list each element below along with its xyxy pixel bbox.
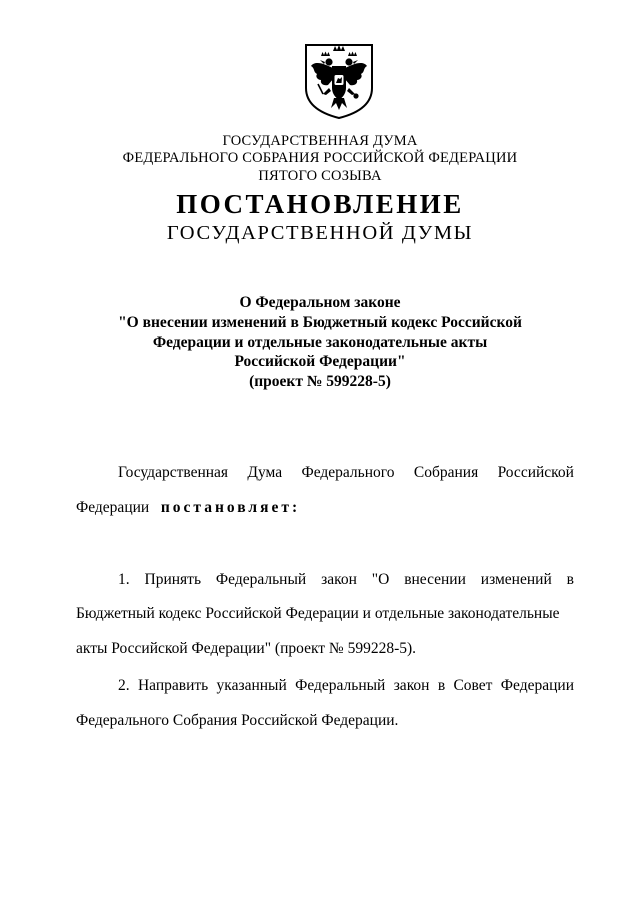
preamble-word: Собрания bbox=[413, 464, 479, 481]
item-word: изменений bbox=[480, 571, 552, 588]
preamble-word: Дума bbox=[247, 464, 283, 481]
coat-of-arms-icon bbox=[303, 42, 375, 120]
item-word: "О bbox=[371, 571, 390, 588]
convocation: ПЯТОГО СОЗЫВА bbox=[258, 168, 382, 184]
item-2-line-2: Федерального Собрания Российской Федерации. bbox=[76, 712, 399, 729]
item-word: в bbox=[566, 571, 574, 588]
bill-number: (проект № 599228-5) bbox=[249, 373, 391, 390]
subject-line-4: Российской Федерации" bbox=[234, 353, 406, 370]
item-word: 2. bbox=[118, 677, 130, 694]
item-word: указанный bbox=[216, 677, 287, 694]
item-1-line-3: акты Российской Федерации" (проект № 599228-5). bbox=[76, 640, 417, 657]
item-word: Федеральный bbox=[215, 571, 307, 588]
preamble-line-1 bbox=[118, 464, 574, 482]
preamble-word: Федерального bbox=[301, 464, 395, 481]
preamble-text: Федерации bbox=[76, 499, 150, 516]
item-word: Принять bbox=[144, 571, 202, 588]
subject-line-2: "О внесении изменений в Бюджетный кодекс Российской bbox=[118, 314, 522, 331]
item-word: 1. bbox=[118, 571, 130, 588]
parliament-name: ГОСУДАРСТВЕННАЯ ДУМА bbox=[222, 133, 418, 149]
item-word: закон bbox=[393, 677, 430, 694]
subject-line-3: Федерации и отдельные законодательные акты bbox=[152, 334, 488, 351]
item-word: закон bbox=[321, 571, 357, 588]
item-word: Направить bbox=[137, 677, 209, 694]
item-word: Федеральный bbox=[295, 677, 386, 694]
document-subtitle: ГОСУДАРСТВЕННОЙ ДУМЫ bbox=[166, 222, 474, 244]
document-title: ПОСТАНОВЛЕНИЕ bbox=[176, 189, 464, 219]
item-word: Федерации bbox=[500, 677, 574, 694]
preamble-line-2 bbox=[76, 499, 300, 517]
item-word: Совет bbox=[453, 677, 493, 694]
preamble-word: Российской bbox=[497, 464, 574, 481]
preamble-word: Государственная bbox=[118, 464, 229, 481]
decree-verb: постановляет: bbox=[160, 499, 301, 516]
item-word: в bbox=[437, 677, 446, 694]
item-1-line-1 bbox=[118, 571, 574, 589]
item-2-line-1 bbox=[118, 677, 574, 695]
assembly-name: ФЕДЕРАЛЬНОГО СОБРАНИЯ РОССИЙСКОЙ ФЕДЕРАЦИИ bbox=[122, 150, 518, 166]
subject-line-1: О Федеральном законе bbox=[239, 294, 401, 311]
item-word: внесении bbox=[404, 571, 466, 588]
item-1-line-2: Бюджетный кодекс Российской Федерации и отдельные законодательные bbox=[76, 605, 560, 622]
